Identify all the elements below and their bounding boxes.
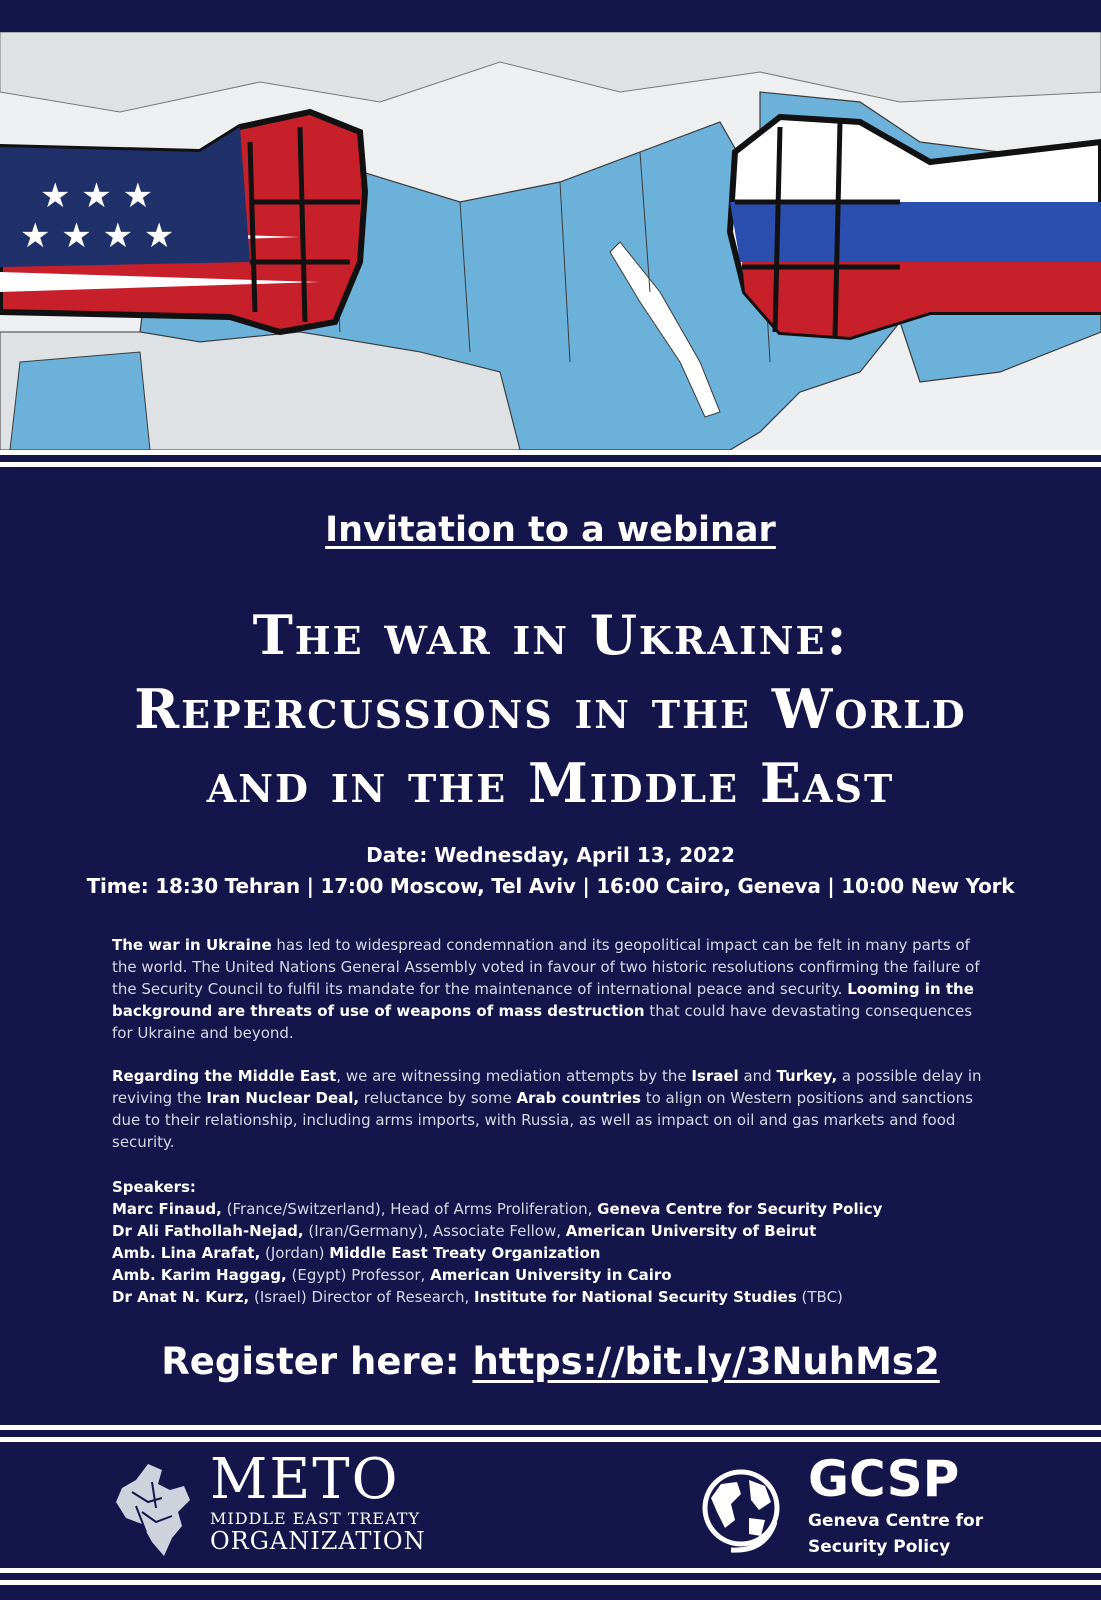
speaker-item: Marc Finaud, (France/Switzerland), Head of Arms Proliferation, Geneva Centre for Security Policy (112, 1200, 883, 1218)
gcsp-logo-subtitle: Security Policy (808, 1537, 951, 1557)
divider-stripe (0, 462, 1101, 467)
meto-logo-subtitle: ORGANIZATION (210, 1527, 426, 1555)
title-line: and in the Middle East (206, 751, 895, 815)
gcsp-logo (808, 1452, 983, 1558)
description-paragraph: The war in Ukraine has led to widespread condemnation and its geopolitical impact can be felt in many parts of the world. The United Nations General Assembly voted in favour of two historic resolutions confirming the failure of the Security Council to fulfil its mandate for the maintenance of international peace and security. Looming in the background are threats of use of weapons of mass destruction that could have devastating consequences for Ukraine and beyond. (112, 936, 980, 1042)
speaker-item: Amb. Karim Haggag, (Egypt) Professor, American University in Cairo (112, 1266, 672, 1284)
divider-stripe (0, 450, 1101, 455)
top-bar (0, 0, 1101, 32)
register-label: Register here: (161, 1340, 473, 1383)
gcsp-globe-icon (695, 1464, 791, 1560)
divider-stripe (0, 1568, 1101, 1573)
middle-east-paragraph: Regarding the Middle East, we are witnessing mediation attempts by the Israel and Turkey, a possible delay in reviving the Iran Nuclear Deal, reluctance by some Arab countries to align on Western positions and sanctions due to their relationship, including arms imports, with Russia, as well as impact on oil and gas markets and food security. (112, 1067, 982, 1151)
speaker-item: Dr Anat N. Kurz, (Israel) Director of Research, Institute for National Security Studies (TBC) (112, 1288, 843, 1306)
speakers-list (112, 1176, 992, 1308)
invitation-heading: Invitation to a webinar (325, 510, 776, 550)
register-link[interactable]: https://bit.ly/3NuhMs2 (472, 1340, 940, 1383)
svg-text:★ ★ ★ ★: ★ ★ ★ ★ (20, 216, 175, 256)
svg-text:★ ★ ★: ★ ★ ★ (40, 176, 154, 216)
gcsp-logo-title: GCSP (808, 1450, 960, 1508)
divider-stripe (0, 1425, 1101, 1430)
title-line: Repercussions in the World (134, 677, 967, 741)
webinar-title (0, 598, 1101, 820)
speaker-item: Amb. Lina Arafat, (Jordan) Middle East Treaty Organization (112, 1244, 601, 1262)
meto-logo-subtitle: MIDDLE EAST TREATY (210, 1509, 421, 1528)
register-line (0, 1340, 1101, 1383)
title-line: The war in Ukraine: (252, 603, 849, 667)
event-time: Time: 18:30 Tehran | 17:00 Moscow, Tel Aviv | 16:00 Cairo, Geneva | 10:00 New York (86, 874, 1015, 898)
meto-logo (210, 1447, 426, 1555)
gcsp-logo-subtitle: Geneva Centre for (808, 1511, 984, 1531)
fists-over-map-illustration (0, 32, 1101, 450)
speakers-heading: Speakers: (112, 1178, 196, 1196)
meto-map-icon (112, 1462, 192, 1558)
hero-image (0, 32, 1101, 450)
divider-stripe (0, 1580, 1101, 1585)
divider-stripe (0, 1437, 1101, 1442)
meto-logo-title: METO (210, 1447, 400, 1512)
speaker-item: Dr Ali Fathollah-Nejad, (Iran/Germany), Associate Fellow, American University of Beirut (112, 1222, 817, 1240)
event-date: Date: Wednesday, April 13, 2022 (366, 843, 735, 867)
